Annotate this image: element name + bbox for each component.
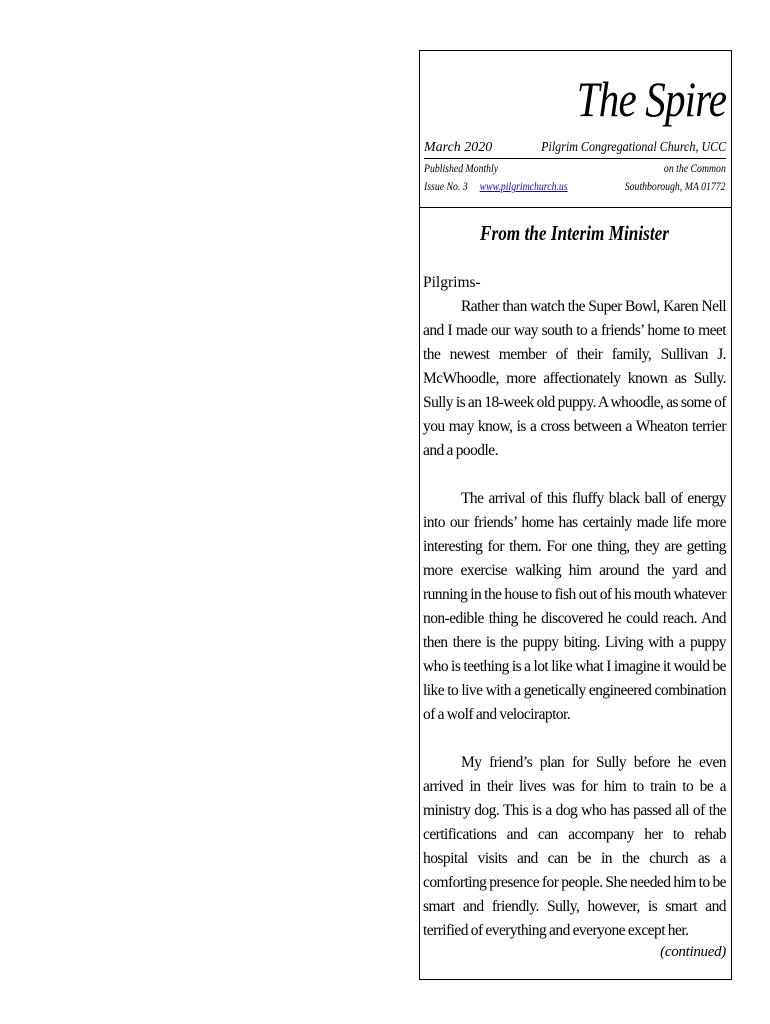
article-paragraph: Rather than watch the Super Bowl, Karen Nell and I made our way south to a friends’ home to meet the newest member of their family, Sullivan J. McWhoodle, more affectionately known as Sully. Sully is an 18-week old puppy. A whoodle, as some of you may know, is a cross between a Wheaton terrier and a poodle.: [423, 298, 726, 459]
location-line-2: Southborough, MA 01772: [625, 181, 726, 193]
masthead-row-date: [424, 140, 726, 159]
church-name: Pilgrim Congregational Church, UCC: [540, 140, 726, 155]
article-greeting: Pilgrims-: [423, 274, 481, 291]
masthead-row-issue: [424, 180, 726, 194]
article-paragraph: My friend’s plan for Sully before he even arrived in their lives was for him to train to be a ministry dog. This is a dog who has passed all of the certifications and can accompany her to rehab hospital visits and can be in the church as a comforting presence for people. She needed him to be smart and friendly. Sully, however, is smart and terrified of everything and everyone except her.: [423, 754, 726, 939]
issue-date: March 2020: [424, 140, 493, 155]
article: [423, 221, 726, 943]
masthead: [420, 51, 731, 208]
article-paragraph: The arrival of this fluffy black ball of energy into our friends’ home has certainly made life more interesting for them. For one thing, they are getting more exercise walking him around the yard and running in the house to fish out of his mouth whatever non-edible thing he discovered he could reach. And then there is the puppy biting. Living with a puppy who is teething is a lot like what I imagine it would be like to live with a genetically engineered combination of a wolf and velociraptor.: [423, 490, 726, 723]
publication-frequency: Published Monthly: [424, 163, 499, 175]
continued-note: (continued): [660, 944, 726, 960]
newsletter-page: [419, 50, 732, 980]
issue-number: Issue No. 3: [424, 181, 468, 193]
location-line-1: on the Common: [664, 163, 726, 175]
issue-info: [424, 180, 568, 194]
masthead-row-frequency: [424, 162, 726, 176]
article-heading: From the Interim Minister: [480, 221, 669, 245]
newsletter-title: The Spire: [576, 71, 726, 127]
article-body: [423, 295, 726, 943]
website-link[interactable]: www.pilgrimchurch.us: [479, 181, 568, 193]
